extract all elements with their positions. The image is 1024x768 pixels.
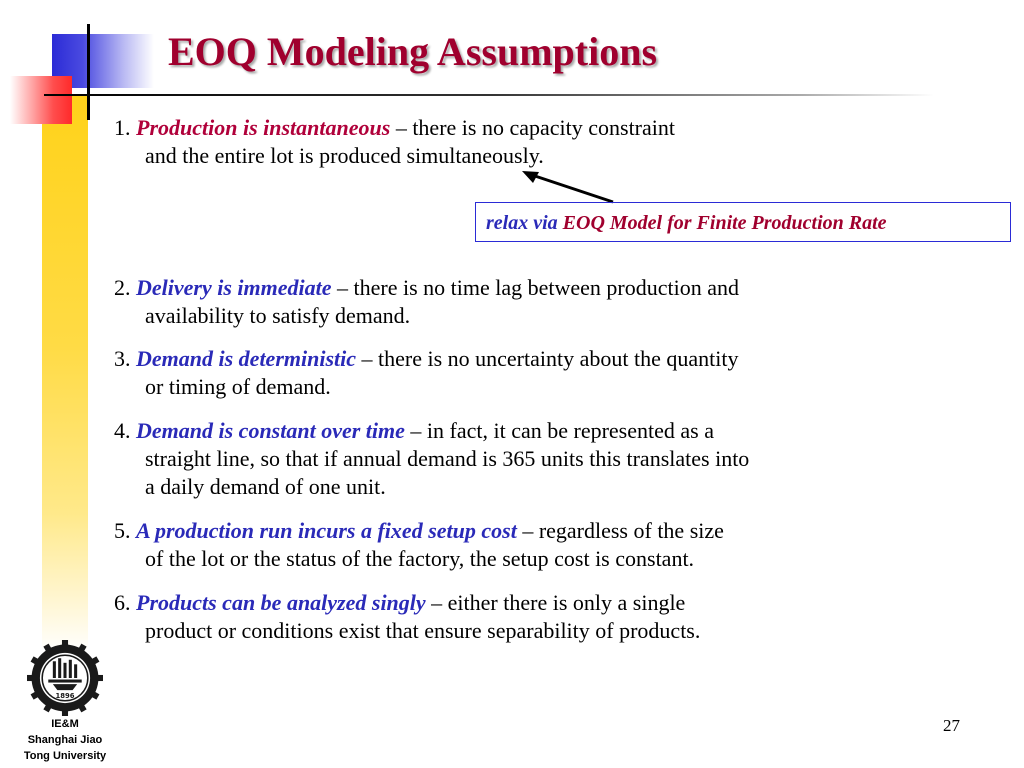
item-number: 2. (114, 275, 131, 300)
item-keyword: Demand is constant over time (136, 418, 405, 443)
item-text: – either there is only a single (425, 590, 686, 615)
assumption-item-5 (114, 517, 944, 573)
item-keyword: Demand is deterministic (136, 346, 356, 371)
callout-box (475, 202, 1011, 242)
item-keyword: Products can be analyzed singly (136, 590, 426, 615)
decorative-vertical-line (87, 24, 90, 120)
logo-caption (0, 716, 130, 764)
item-text: – in fact, it can be represented as a (404, 418, 714, 443)
item-keyword: A production run incurs a fixed setup cost (136, 518, 517, 543)
university-logo-icon (27, 640, 103, 716)
assumption-item-4 (114, 417, 944, 501)
item-text-continued: or timing of demand. (145, 374, 331, 399)
decorative-yellow-bar (42, 96, 88, 652)
item-text-continued: of the lot or the status of the factory, the setup cost is constant. (145, 546, 695, 571)
item-number: 4. (114, 418, 131, 443)
logo-year: 1896 (55, 691, 75, 700)
page-number: 27 (943, 716, 960, 735)
item-text: – there is no capacity constraint (390, 115, 675, 140)
item-number: 3. (114, 346, 131, 371)
assumption-item-3 (114, 345, 944, 401)
item-number: 5. (114, 518, 131, 543)
item-number: 1. (114, 115, 131, 140)
assumption-item-6 (114, 589, 944, 645)
item-number: 6. (114, 590, 131, 615)
item-text-continued: product or conditions exist that ensure separability of products. (145, 618, 701, 643)
title-underline (44, 94, 934, 96)
logo-caption-line: Shanghai Jiao (27, 734, 103, 746)
logo-caption-line: Tong University (23, 750, 107, 762)
item-text: – there is no uncertainty about the quantity (356, 346, 739, 371)
slide-title: EOQ Modeling Assumptions (168, 29, 658, 74)
item-text-continued: a daily demand of one unit. (145, 474, 386, 499)
assumption-item-1 (114, 114, 944, 170)
item-keyword: Delivery is immediate (136, 275, 332, 300)
item-keyword: Production is instantaneous (136, 115, 391, 140)
assumption-item-2 (114, 274, 944, 330)
item-text: – there is no time lag between production and (331, 275, 739, 300)
item-text: – regardless of the size (516, 518, 724, 543)
decorative-red-block (10, 76, 72, 124)
callout-model: EOQ Model for Finite Production Rate (562, 212, 887, 234)
logo-caption-line: IE&M (51, 718, 79, 730)
item-text-continued: straight line, so that if annual demand is 365 units this translates into (145, 446, 750, 471)
callout-prefix: relax via (486, 212, 558, 234)
item-text-continued: and the entire lot is produced simultaneously. (145, 143, 544, 168)
item-text-continued: availability to satisfy demand. (145, 303, 411, 328)
